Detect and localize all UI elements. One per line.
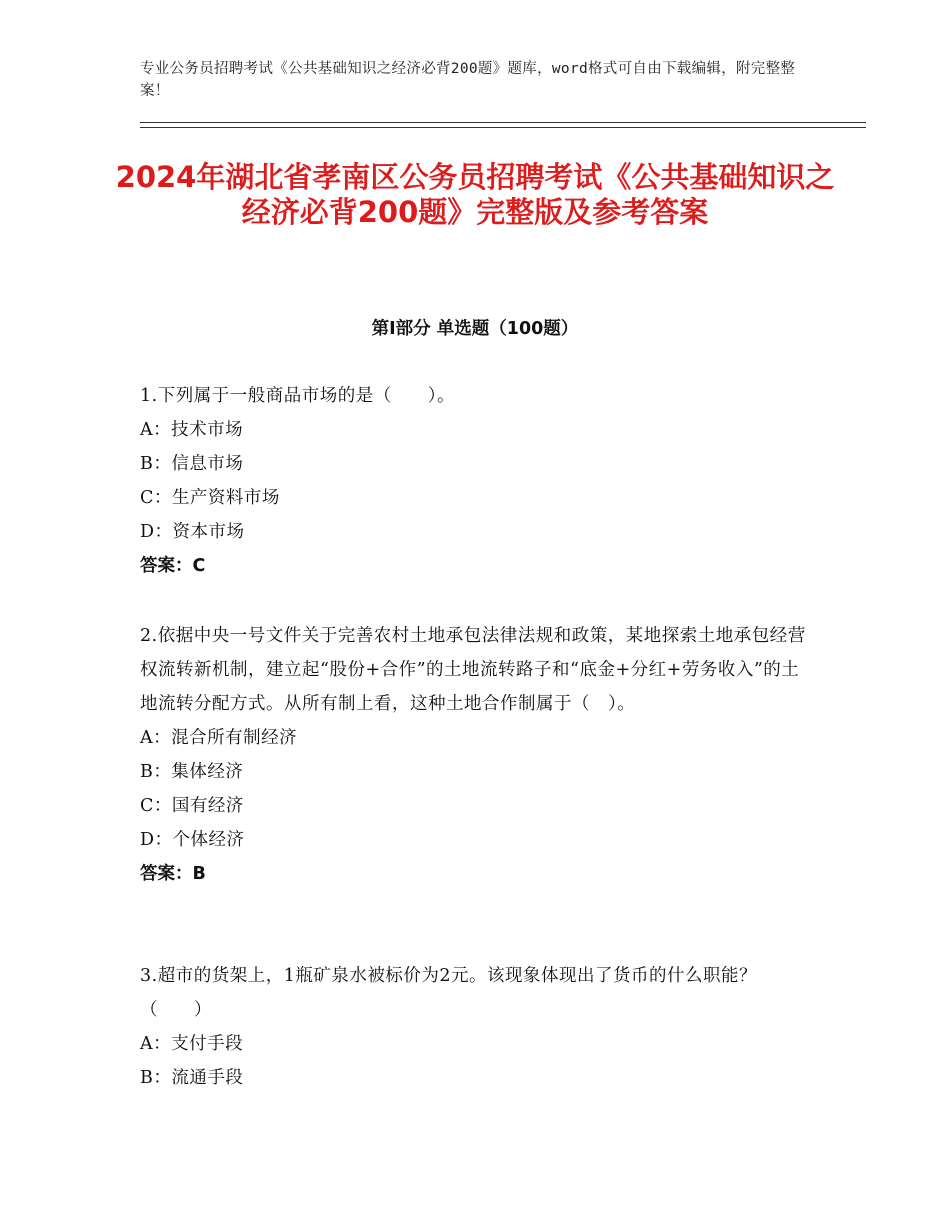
option-c: C：国有经济 bbox=[140, 796, 244, 816]
question-3 bbox=[140, 959, 810, 1095]
option-a: A：技术市场 bbox=[140, 420, 244, 440]
answer-line: 答案：B bbox=[140, 864, 206, 884]
question-1 bbox=[140, 379, 810, 583]
option-b: B：流通手段 bbox=[140, 1068, 244, 1088]
option-d: D：资本市场 bbox=[140, 522, 245, 542]
header-rule-top bbox=[140, 122, 866, 123]
option-a: A：支付手段 bbox=[140, 1034, 244, 1054]
option-b: B：信息市场 bbox=[140, 454, 244, 474]
option-c: C：生产资料市场 bbox=[140, 488, 280, 508]
question-stem: 2.依据中央一号文件关于完善农村土地承包法律法规和政策，某地探索土地承包经营权流转新机制，建立起“股份+合作”的土地流转路子和“底金+分红+劳务收入”的土地流转分配方式。从所有制上看，这种土地合作制属于（ ）。 bbox=[140, 626, 806, 714]
question-stem: 3.超市的货架上，1瓶矿泉水被标价为2元。该现象体现出了货币的什么职能？（ ） bbox=[140, 966, 757, 1020]
answer-line: 答案：C bbox=[140, 556, 206, 576]
question-stem: 1.下列属于一般商品市场的是（ ）。 bbox=[140, 386, 455, 406]
section-heading: 第Ⅰ部分 单选题（100题） bbox=[371, 319, 579, 339]
option-a: A：混合所有制经济 bbox=[140, 728, 298, 748]
question-2 bbox=[140, 619, 810, 891]
option-b: B：集体经济 bbox=[140, 762, 244, 782]
header-note: 专业公务员招聘考试《公共基础知识之经济必背200题》题库，word格式可自由下载编辑，附完整整案！ bbox=[140, 61, 796, 99]
option-d: D：个体经济 bbox=[140, 830, 245, 850]
document-title: 2024年湖北省孝南区公务员招聘考试《公共基础知识之经济必背200题》完整版及参考答案 bbox=[115, 160, 835, 229]
header-rule-bottom bbox=[140, 127, 866, 128]
